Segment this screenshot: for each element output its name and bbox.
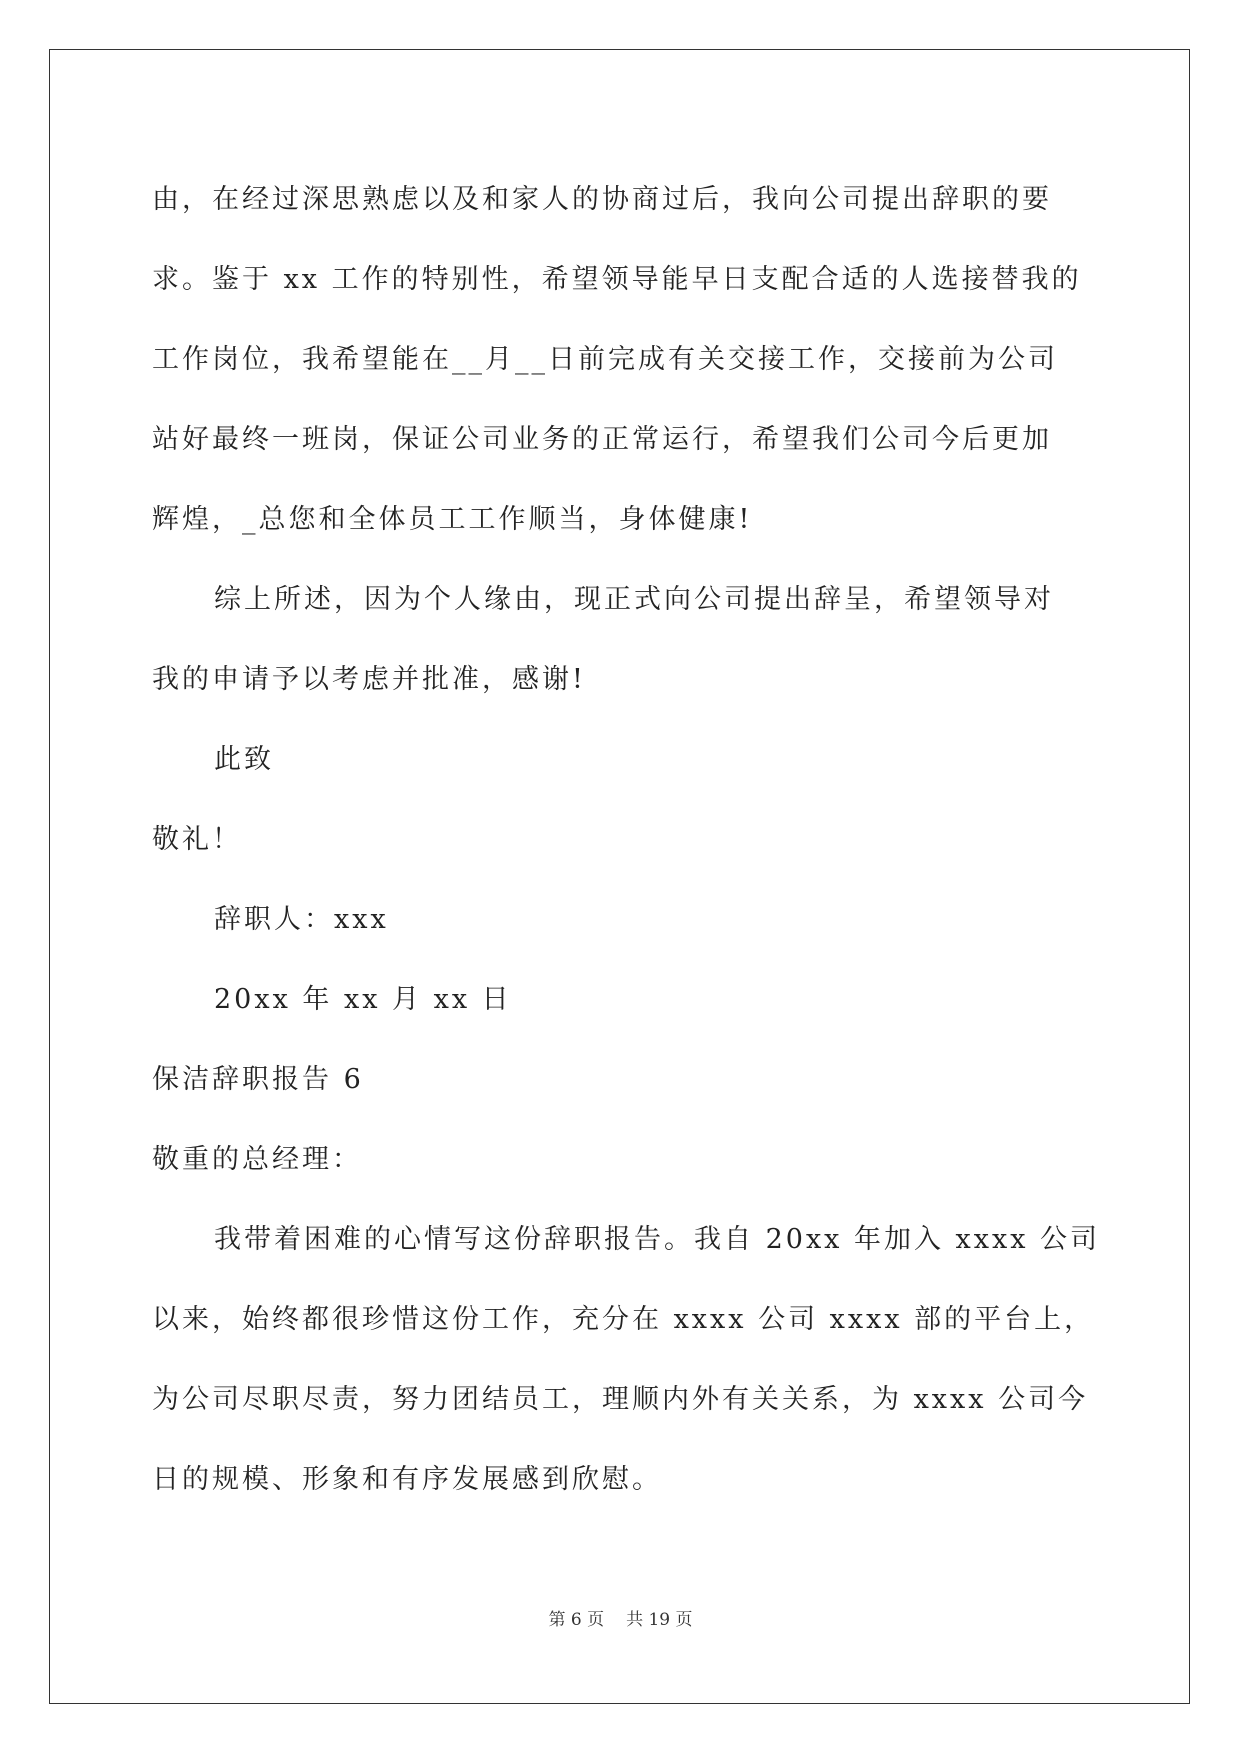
- text-line: 日的规模、形象和有序发展感到欣慰。: [152, 1464, 662, 1495]
- greeting: 敬重的总经理：: [152, 1144, 362, 1175]
- closing-regards: 敬礼！: [152, 824, 242, 855]
- section-heading: 保洁辞职报告 6: [152, 1064, 364, 1095]
- document-body: [152, 160, 1101, 1520]
- text-line: 工作岗位，我希望能在__月__日前完成有关交接工作，交接前为公司: [152, 344, 1058, 375]
- text-line: 我的申请予以考虑并批准，感谢!: [152, 664, 586, 695]
- text-line: 站好最终一班岗，保证公司业务的正常运行，希望我们公司今后更加: [152, 424, 1052, 455]
- page-number: 第 6 页: [548, 1610, 605, 1630]
- page-footer: [0, 1605, 1241, 1630]
- text-line: 由，在经过深思熟虑以及和家人的协商过后，我向公司提出辞职的要: [152, 184, 1052, 215]
- text-line: 以来，始终都很珍惜这份工作，充分在 xxxx 公司 xxxx 部的平台上，: [152, 1304, 1095, 1335]
- text-line: 求。鉴于 xx 工作的特别性，希望领导能早日支配合适的人选接替我的: [152, 264, 1082, 295]
- closing-salutation: 此致: [214, 744, 274, 775]
- paragraph-start: 综上所述，因为个人缘由，现正式向公司提出辞呈，希望领导对: [214, 584, 1054, 615]
- page-total: 共 19 页: [626, 1610, 693, 1630]
- text-line: 辉煌，_总您和全体员工工作顺当，身体健康!: [152, 504, 753, 535]
- signature-name: 辞职人：xxx: [214, 904, 389, 935]
- signature-date: 20xx 年 xx 月 xx 日: [214, 984, 512, 1015]
- text-line: 为公司尽职尽责，努力团结员工，理顺内外有关关系，为 xxxx 公司今: [152, 1384, 1089, 1415]
- paragraph-start: 我带着困难的心情写这份辞职报告。我自 20xx 年加入 xxxx 公司: [214, 1224, 1101, 1255]
